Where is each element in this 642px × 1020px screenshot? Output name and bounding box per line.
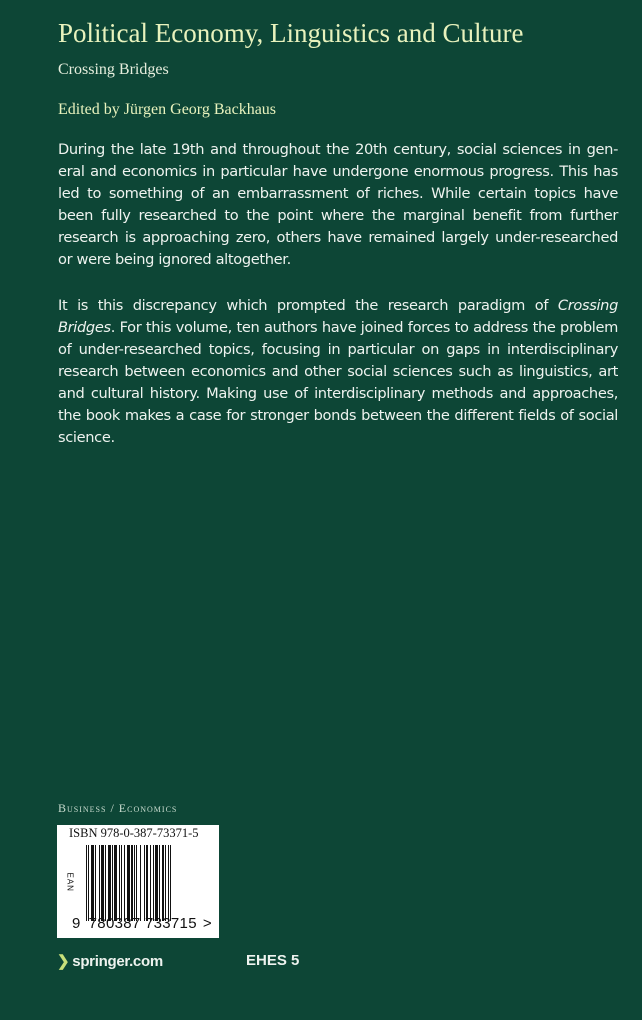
blurb-text: It is this discrepancy which prompted the research paradigm of xyxy=(58,297,558,314)
category-label: Business / Economics xyxy=(58,801,178,815)
barcode-bars xyxy=(86,845,208,921)
editor-credit: Edited by Jürgen Georg Backhaus xyxy=(58,101,277,118)
book-subtitle: Crossing Bridges xyxy=(58,61,169,78)
barcode-number: 780387 733715 xyxy=(88,915,197,932)
barcode-end-mark: > xyxy=(202,915,212,932)
publisher-website: springer.com xyxy=(72,953,163,970)
blurb-paragraph-2 xyxy=(58,295,618,449)
barcode xyxy=(57,825,219,938)
publisher-link[interactable] xyxy=(57,952,163,970)
book-title: Political Economy, Linguistics and Culture xyxy=(58,18,524,48)
ean-label: EAN xyxy=(65,872,75,892)
chevron-right-icon: ❯ xyxy=(57,953,70,970)
series-label: EHES 5 xyxy=(246,952,300,969)
blurb-paragraph-1: During the late 19th and throughout the 20th century, social sciences in gen-eral and economics in particular have undergone enormous progress. This has led to something of an embarrassment of riches. While certain topics have been fully researched to the point where the marginal benefit from further research is approaching zero, others have remained largely under-researched or were being ignored altogether. xyxy=(58,141,618,268)
barcode-lead-digit: 9 xyxy=(72,915,81,932)
blurb-italic-title: Crossing Bridges xyxy=(58,297,618,336)
barcode-digits xyxy=(72,915,212,932)
isbn-number: ISBN 978-0-387-73371-5 xyxy=(69,826,199,840)
blurb-text: . For this volume, ten authors have joined forces to address the problem of under-researched topics, focusing in particular on gaps in interdisciplinary research between economics and other social sciences such as linguistics, art and cultural history. Making use of interdisciplinary methods and approaches, the book makes a case for stronger bonds between the different fields of social science. xyxy=(58,319,618,446)
